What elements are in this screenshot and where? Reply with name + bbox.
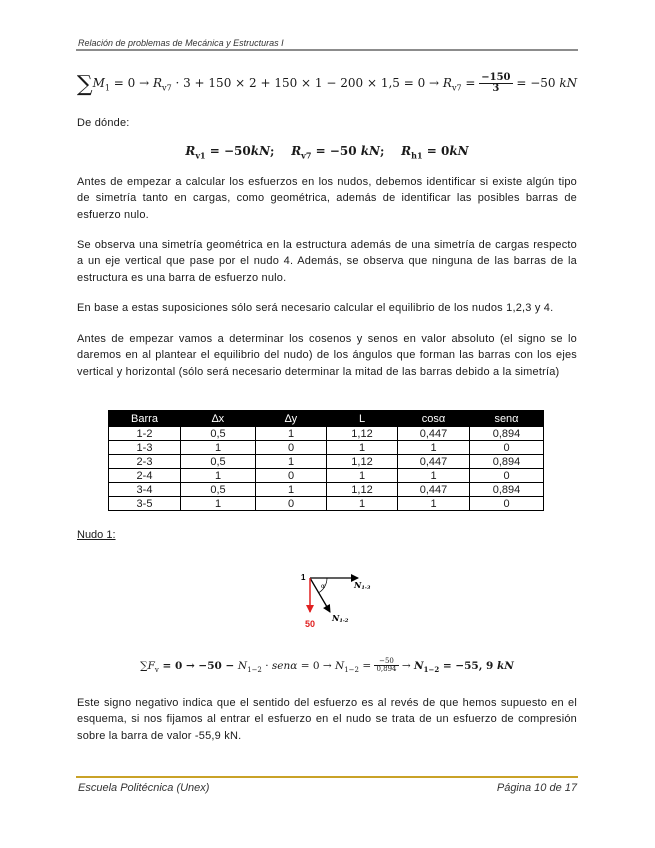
cell: 1 (398, 497, 470, 511)
unit: kN (360, 144, 381, 158)
unit: kN (449, 144, 469, 158)
eq-text: → (398, 659, 414, 672)
node-label: 1 (301, 573, 306, 582)
r-symbol: R (442, 76, 452, 90)
cell: 0,894 (470, 427, 544, 441)
f-symbol: F (147, 659, 155, 672)
cell: 2-3 (109, 455, 181, 469)
cell: 0,5 (181, 455, 256, 469)
cell: 1 (327, 441, 398, 455)
header-l: L (327, 411, 398, 427)
cell: 0 (470, 441, 544, 455)
cell: 1 (398, 469, 470, 483)
n-subscript: 1−2 (247, 665, 262, 674)
paragraph-symmetry: Antes de empezar a calcular los esfuerzos en los nudos, debemos identificar si existe algún tipo de simetría tanto en cargas, como geométrica, además de identificar las posibles barras de esfuerzo nulo. (77, 176, 577, 221)
nudo-1-title: Nudo 1: (77, 529, 116, 541)
table-row (109, 469, 544, 483)
paragraph-cosines: Antes de empezar vamos a determinar los cosenos y senos en valor absoluto (el signo se lo daremos en al plantear el equilibrio del nudo) de los ángulos que forman las barras con los ejes vertical y horizontal (sólo será necesario determinar la mitad de las barras debido a la simetría) (77, 333, 577, 378)
n-subscript: 1−2 (344, 665, 359, 674)
cell: 1,12 (327, 483, 398, 497)
separator: ; (380, 144, 402, 158)
cell: 0,447 (398, 483, 470, 497)
n12-label: N1-2 (332, 613, 349, 624)
cell: 2-4 (109, 469, 181, 483)
fraction-numerator: −50 (374, 658, 398, 666)
paragraph-observation: Se observa una simetría geométrica en la estructura además de una simetría de cargas respecto a un eje vertical que pase por el nudo 4. Además, se observa que ninguna de las barras de la estructura es una barra de esfuerzo nulo. (77, 239, 577, 284)
cell: 1,12 (327, 455, 398, 469)
cell: 1-3 (109, 441, 181, 455)
cell: 1 (256, 455, 327, 469)
eq-text: = −50 (512, 76, 560, 90)
separator: ; (270, 144, 292, 158)
unit: kN (497, 659, 514, 672)
table-row (109, 497, 544, 511)
unit: kN (559, 76, 578, 90)
cell: 0,447 (398, 427, 470, 441)
eq-text: · 3 + 150 × 2 + 150 × 1 − 200 × 1,5 = 0 → (171, 76, 443, 90)
table-row (109, 427, 544, 441)
r-symbol: R (153, 76, 163, 90)
r-subscript: v7 (451, 83, 462, 93)
cell: 0 (470, 497, 544, 511)
unit: kN (250, 144, 271, 158)
eq-text: · (261, 659, 272, 672)
m-symbol: M (92, 76, 105, 90)
r-subscript: v7 (162, 83, 172, 93)
r-subscript: h1 (411, 150, 423, 161)
footer-rule (76, 776, 578, 778)
cell: 1 (181, 441, 256, 455)
fraction-numerator: −150 (481, 71, 511, 83)
eq-text: = (358, 659, 375, 672)
n-symbol: N (335, 659, 345, 672)
cell: 1 (181, 469, 256, 483)
header-sen: senα (470, 411, 544, 427)
r-symbol: R (185, 144, 196, 158)
cell: 0,894 (470, 483, 544, 497)
sum-symbol: ∑ (76, 72, 93, 97)
eq-text: = −50 (311, 144, 361, 158)
cell: 0,447 (398, 455, 470, 469)
r-symbol: R (291, 144, 302, 158)
eq-text: = 0 → −50 − (158, 659, 238, 672)
table-header-row (109, 411, 544, 427)
cell: 1 (181, 497, 256, 511)
cell: 0 (256, 441, 327, 455)
m-subscript: 1 (104, 83, 110, 93)
header-dy: ∆y (256, 411, 327, 427)
table-row (109, 455, 544, 469)
footer-page-number: Página 10 de 17 (496, 782, 577, 794)
cell: 3-4 (109, 483, 181, 497)
n-subscript: 1−2 (423, 664, 440, 674)
de-donde-text: De dónde: (77, 117, 130, 129)
cell: 1 (327, 497, 398, 511)
sen-alpha: senα (271, 659, 298, 672)
cell: 1 (256, 427, 327, 441)
paragraph-conclusion: Este signo negativo indica que el sentido del esfuerzo es al revés de que hemos supuesto en el esquema, si nos fijamos al entrar el esfuerzo en el nudo se trata de un esfuerzo de compresión sobre la barra de valor -55,9 kN. (77, 697, 577, 742)
cell: 3-5 (109, 497, 181, 511)
cell: 1 (256, 483, 327, 497)
n-symbol: N (414, 659, 424, 672)
r-symbol: R (401, 144, 412, 158)
header-dx: ∆x (181, 411, 256, 427)
cell: 1 (398, 441, 470, 455)
fraction (374, 658, 398, 674)
f-subscript: v (154, 665, 159, 674)
sum-symbol: ∑ (140, 659, 148, 672)
n-symbol: N (237, 659, 248, 672)
cell: 1,12 (327, 427, 398, 441)
reactions-result (76, 144, 578, 160)
cell: 0 (470, 469, 544, 483)
eq-text: = −50 (205, 144, 251, 158)
fraction (479, 73, 512, 95)
eq-text: = (461, 76, 480, 90)
n12-arrow (310, 578, 330, 612)
moment-equation (76, 72, 578, 97)
header-title: Relación de problemas de Mecánica y Estructuras I (78, 38, 284, 48)
header-barra: Barra (109, 411, 181, 427)
cell: 0,5 (181, 427, 256, 441)
eq-text: = 0 → (297, 659, 336, 672)
cell: 0 (256, 469, 327, 483)
eq-text: = 0 → (109, 76, 153, 90)
fraction-denominator: 3 (492, 83, 500, 94)
n13-label: N1-3 (354, 580, 371, 591)
load-label: 50 (305, 619, 316, 629)
footer-school: Escuela Politécnica (Unex) (78, 782, 210, 794)
cell: 1 (327, 469, 398, 483)
r-subscript: v1 (195, 150, 206, 161)
table-row (109, 483, 544, 497)
bars-table (108, 410, 544, 511)
r-subscript: v7 (301, 150, 312, 161)
paragraph-nodes: En base a estas suposiciones sólo será necesario calcular el equilibrio de los nudos 1,2,3 y 4. (77, 302, 554, 314)
eq-text: = 0 (422, 144, 450, 158)
header-cos: cosα (398, 411, 470, 427)
cell: 0 (256, 497, 327, 511)
nudo1-equation (76, 658, 578, 674)
cell: 1-2 (109, 427, 181, 441)
table-row (109, 441, 544, 455)
fraction-denominator: 0,894 (376, 665, 397, 674)
cell: 0,5 (181, 483, 256, 497)
header-rule (76, 49, 578, 51)
node-1-diagram (290, 566, 400, 632)
cell: 0,894 (470, 455, 544, 469)
result-value: = −55, 9 (439, 659, 498, 672)
angle-label: α (321, 583, 326, 590)
